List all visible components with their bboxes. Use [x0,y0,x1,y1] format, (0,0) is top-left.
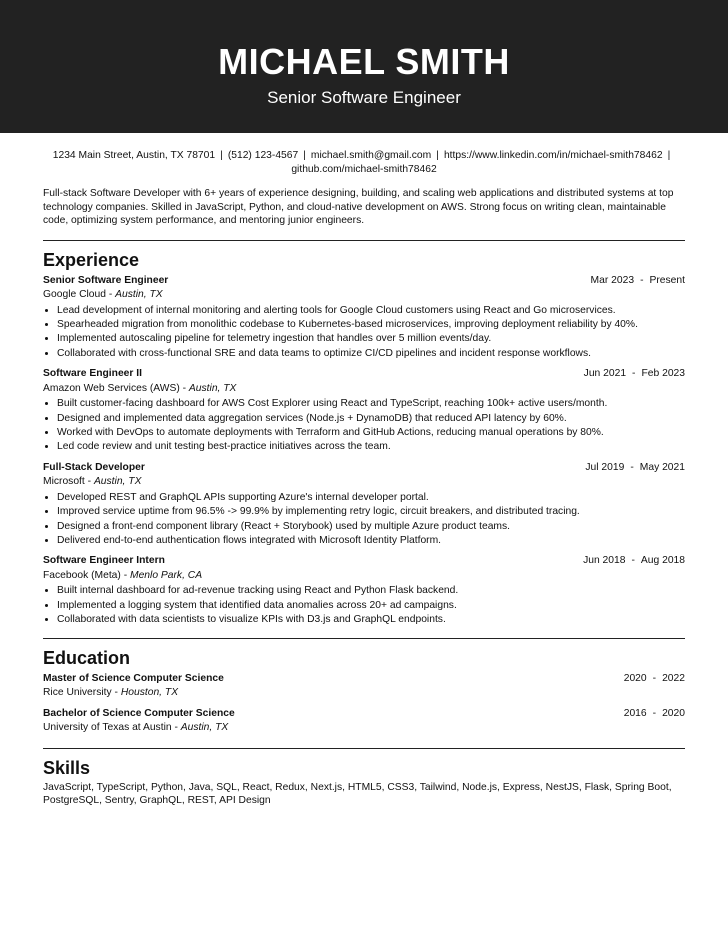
section-divider [43,240,685,241]
job-organization: Microsoft - Austin, TX [43,476,142,488]
job-company: Microsoft [43,476,85,488]
contact-separator: | [303,150,306,161]
school-name: University of Texas at Austin [43,722,172,734]
job-organization: Facebook (Meta) - Menlo Park, CA [43,569,203,581]
job-bullet: • Spearheaded migration from monolithic codebase to Kubernetes-based microservices, improving deployment reliability by 40%. [57,318,685,332]
job-company: Google Cloud [43,289,106,300]
skills-heading: Skills [43,757,91,778]
experience-entry [43,367,685,455]
job-bullet: • Developed REST and GraphQL APIs supporting Azure's internal developer portal. [57,491,685,505]
job-bullet: • Built internal dashboard for ad-revenue tracking using React and Python Flask backend. [57,584,685,598]
date-dash: - [652,707,657,719]
job-bullet: • Lead development of internal monitoring and alerting tools for Google Cloud customers using React and Go microservices. [57,304,685,318]
job-bullet: • Delivered end-to-end authentication flows integrated with Microsoft Identity Platform. [57,534,685,548]
contact-separator: | [220,150,223,161]
job-bullet: • Collaborated with cross-functional SRE and data teams to optimize CI/CD pipelines and incident response workflows. [57,347,685,361]
date-dash: - [640,274,644,286]
job-start-date: Jul 2019 [585,461,625,473]
experience-heading: Experience [43,249,140,270]
job-role: Full-Stack Developer [43,461,145,473]
skills-list: JavaScript, TypeScript, Python, Java, SQL, React, Redux, Next.js, HTML5, CSS3, Tailwind, Node.js, Express, NestJS, Flask, Spring Boot, PostgreSQL, Sentry, GraphQL, REST, API Design [43,781,672,807]
candidate-name: MICHAEL SMITH [218,41,510,82]
contact-email[interactable]: michael.smith@gmail.com [310,150,432,161]
job-bullets [43,397,685,455]
experience-entry [43,461,685,549]
job-organization: Google Cloud - Austin, TX [43,289,163,300]
candidate-title: Senior Software Engineer [267,88,461,107]
job-company: Facebook (Meta) [43,569,121,581]
education-entry-header [43,707,685,722]
job-bullets [43,491,685,549]
job-location: Austin, TX [93,476,142,488]
contact-phone: (512) 123-4567 [227,150,299,161]
experience-entry-header [43,274,685,289]
degree-name: Bachelor of Science Computer Science [43,707,235,719]
experience-entry [43,274,685,362]
education-dates [624,672,685,687]
job-end-date: Aug 2018 [640,555,685,567]
education-institution: University of Texas at Austin - Austin, TX [43,722,229,734]
experience-entry-header [43,367,685,382]
job-dates [584,367,685,382]
education-list [43,672,685,736]
job-dates [585,461,685,476]
job-role: Software Engineer II [43,368,142,380]
date-dash: - [631,555,635,567]
education-end-year: 2020 [662,707,685,719]
job-end-date: Feb 2023 [641,368,685,380]
resume-body [0,149,728,808]
job-end-date: Present [649,274,685,286]
job-bullet: • Designed a front-end component library (React + Storybook) used by multiple Azure product teams. [57,520,685,534]
date-dash: - [652,672,657,684]
job-bullets [43,584,685,627]
education-entry [43,707,685,736]
education-heading: Education [43,647,131,668]
job-role: Senior Software Engineer [43,274,169,286]
job-bullets [43,304,685,362]
job-bullet: • Designed and implemented data aggregation services (Node.js + DynamoDB) that reduced API latency by 60%. [57,412,685,426]
contact-separator: | [667,150,671,161]
education-dates [624,707,685,722]
resume-header [0,0,728,133]
job-end-date: May 2021 [639,461,685,473]
job-company: Amazon Web Services (AWS) [43,382,180,394]
contact-info [43,149,685,177]
job-bullet: • Implemented autoscaling pipeline for telemetry ingestion that handles over 5 million events/day. [57,332,685,346]
job-start-date: Mar 2023 [590,274,635,286]
school-location: Houston, TX [120,687,179,699]
job-location: Austin, TX [188,382,237,394]
job-location: Menlo Park, CA [130,569,203,581]
job-bullet: • Improved service uptime from 96.5% -> 99.9% by implementing retry logic, circuit breakers, and distributed tracing. [57,505,685,519]
degree-name: Master of Science Computer Science [43,672,224,684]
education-start-year: 2016 [623,707,647,719]
job-dates [583,554,685,569]
education-institution: Rice University - Houston, TX [43,687,179,699]
job-bullet: • Collaborated with data scientists to visualize KPIs with D3.js and GraphQL endpoints. [57,613,685,627]
experience-list [43,274,685,628]
job-bullet: • Built customer-facing dashboard for AWS Cost Explorer using React and TypeScript, reaching 100k+ active users/month. [57,397,685,411]
date-dash: - [630,461,634,473]
job-bullet: • Implemented a logging system that identified data anomalies across 20+ ad campaigns. [57,599,685,613]
contact-address: 1234 Main Street, Austin, TX 78701 [52,150,216,161]
education-entry-header [43,672,685,687]
experience-entry [43,554,685,627]
job-start-date: Jun 2018 [583,555,626,567]
professional-summary: Full-stack Software Developer with 6+ years of experience designing, building, and scaling web applications and distributed systems at top technology companies. Skilled in JavaScript, Python, and cloud-native development on AWS. Strong focus on writing clean, maintainable code, optimizing system performance, and mentoring junior engineers. [43,188,674,226]
job-dates [591,274,685,289]
contact-linkedin[interactable]: https://www.linkedin.com/in/michael-smith78462 [443,150,663,161]
job-bullet: • Worked with DevOps to automate deployments with Terraform and GitHub Actions, reducing manual operations by 80%. [57,426,685,440]
job-organization: Amazon Web Services (AWS) - Austin, TX [43,382,237,394]
experience-entry-header [43,554,685,569]
school-location: Austin, TX [180,722,229,734]
section-divider [43,748,685,749]
job-bullet: • Led code review and unit testing best-practice initiatives across the team. [57,440,685,454]
date-dash: - [632,368,636,380]
contact-separator: | [436,150,439,161]
education-entry [43,672,685,701]
job-start-date: Jun 2021 [583,368,627,380]
section-divider [43,638,685,639]
education-end-year: 2022 [662,672,685,684]
job-role: Software Engineer Intern [43,555,165,567]
experience-entry-header [43,461,685,476]
education-start-year: 2020 [623,672,647,684]
contact-github[interactable]: github.com/michael-smith78462 [291,164,437,175]
school-name: Rice University [43,687,112,699]
job-location: Austin, TX [115,289,163,300]
